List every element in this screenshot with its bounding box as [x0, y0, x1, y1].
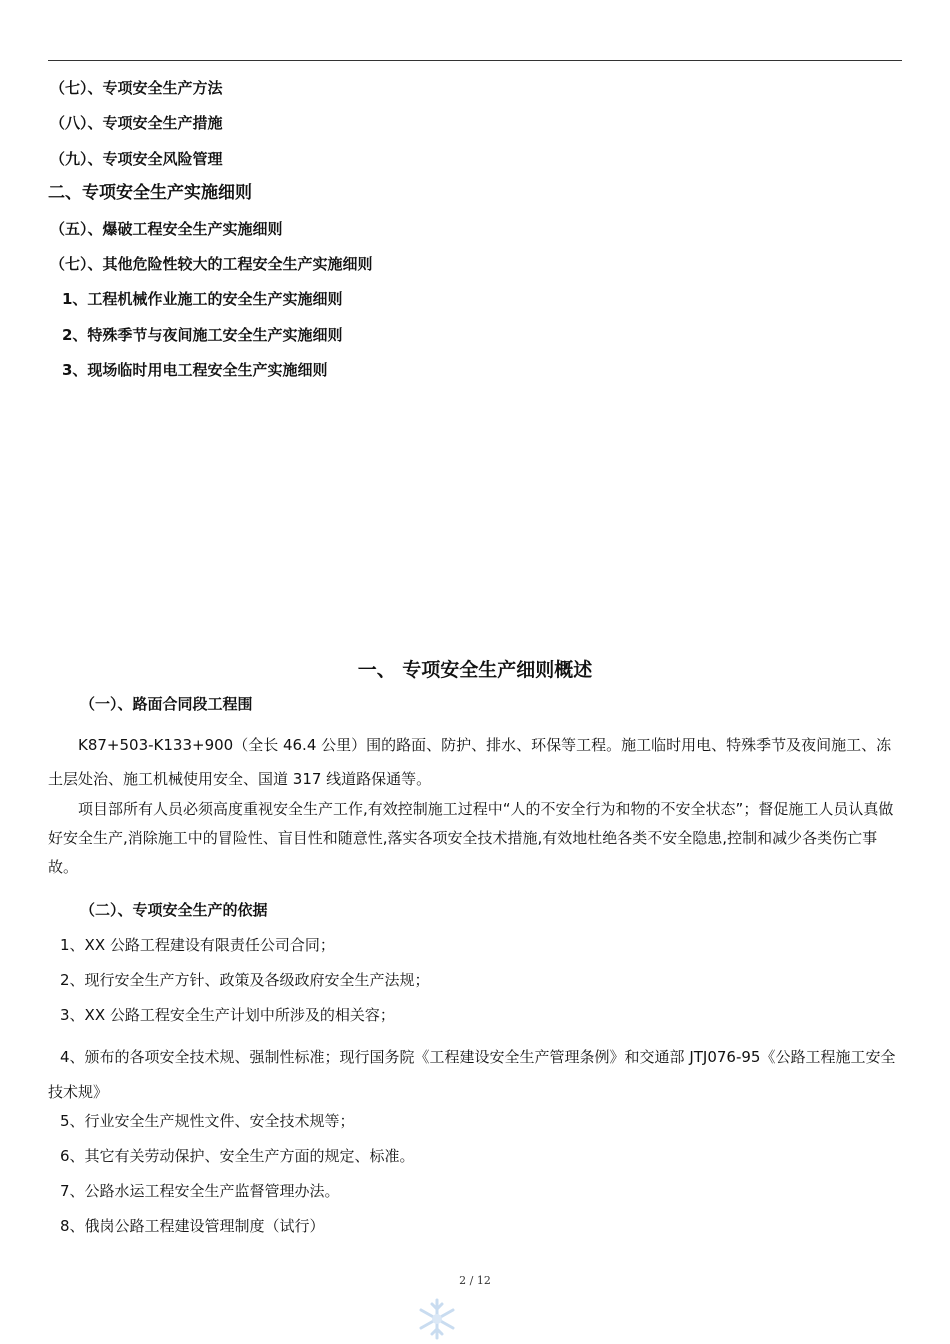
toc-sub-7[interactable]: （七）、其他危险性较大的工程安全生产实施细则 — [50, 255, 373, 273]
toc-item-8[interactable]: （八）、专项安全生产措施 — [50, 114, 223, 132]
toc-item-9[interactable]: （九）、专项安全风险管理 — [50, 150, 223, 168]
header-rule — [48, 60, 902, 61]
toc-section-2[interactable]: 二、专项安全生产实施细则 — [48, 183, 252, 203]
toc-item-7[interactable]: （七）、专项安全生产方法 — [50, 79, 223, 97]
basis-item: 3、XX 公路工程安全生产计划中所涉及的相关容； — [60, 1006, 395, 1024]
basis-item: 7、公路水运工程安全生产监督管理办法。 — [60, 1182, 340, 1200]
toc-sub-7-1[interactable]: 1、工程机械作业施工的安全生产实施细则 — [62, 290, 343, 308]
basis-item: 1、XX 公路工程建设有限责任公司合同； — [60, 936, 335, 954]
basis-item: 2、现行安全生产方针、政策及各级政府安全生产法规； — [60, 971, 430, 989]
toc-sub-7-2[interactable]: 2、特殊季节与夜间施工安全生产实施细则 — [62, 326, 343, 344]
toc-sub-5[interactable]: （五）、爆破工程安全生产实施细则 — [50, 220, 283, 238]
page-number: 2 / 12 — [459, 1274, 491, 1287]
section-title: 一、 专项安全生产细则概述 — [357, 659, 593, 681]
basis-item: 6、其它有关劳动保护、安全生产方面的规定、标准。 — [60, 1147, 415, 1165]
basis-item: 4、颁布的各项安全技术规、强制性标准；现行国务院《工程建设安全生产管理条例》和交通部 JTJ076-95《公路工程施工安全技术规》 — [48, 1048, 896, 1101]
basis-item: 8、俄岗公路工程建设管理制度（试行） — [60, 1217, 325, 1235]
snowflake-watermark-icon — [417, 1296, 457, 1342]
scope-paragraph: K87+503-K133+900（全长 46.4 公里）围的路面、防护、排水、环保等工程。施工临时用电、特殊季节及夜间施工、冻土层处治、施工机械使用安全、国道 317 线道路保通等。 — [48, 736, 892, 788]
requirement-paragraph: 项目部所有人员必须高度重视安全生产工作,有效控制施工过程中“人的不安全行为和物的不安全状态”；督促施工人员认真做好安全生产,消除施工中的冒险性、盲目性和随意性,落实各项安全技术措施,有效地杜绝各类不安全隐患,控制和减少各类伤亡事故。 — [48, 800, 894, 876]
basis-item: 5、行业安全生产规性文件、安全技术规等； — [60, 1112, 355, 1130]
toc-sub-7-3[interactable]: 3、现场临时用电工程安全生产实施细则 — [62, 361, 328, 379]
sub1-heading: （一）、路面合同段工程围 — [80, 695, 253, 713]
sub2-heading: （二）、专项安全生产的依据 — [80, 901, 268, 919]
